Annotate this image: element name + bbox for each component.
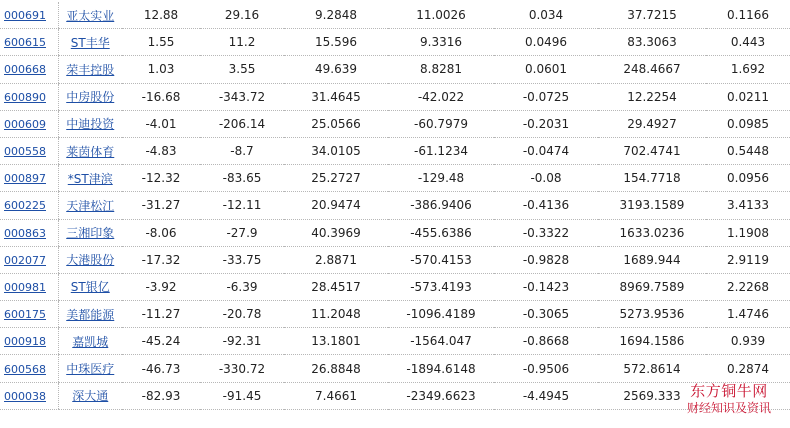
value-cell-col5: -0.2031 [494, 110, 598, 137]
stock-name-link[interactable]: 大港股份 [66, 253, 115, 268]
value-cell-col6: 29.4927 [598, 110, 706, 137]
stock-name-link[interactable]: ST丰华 [70, 35, 110, 50]
value-cell-col5: -0.9828 [494, 246, 598, 273]
stock-name-cell [58, 192, 122, 219]
value-cell-col7: 0.0956 [706, 165, 790, 192]
value-cell-col5: -0.9506 [494, 355, 598, 382]
stock-code-cell [0, 301, 58, 328]
stock-name-cell [58, 382, 122, 409]
value-cell-col2: -20.78 [200, 301, 284, 328]
stock-name-cell [58, 83, 122, 110]
stock-name-cell [58, 328, 122, 355]
table-row [0, 137, 790, 164]
value-cell-col7: 3.4133 [706, 192, 790, 219]
value-cell-col6: 572.8614 [598, 355, 706, 382]
stock-code-cell [0, 219, 58, 246]
table-row [0, 219, 790, 246]
value-cell-col1: 12.88 [122, 2, 200, 29]
table-row [0, 29, 790, 56]
table-row [0, 2, 790, 29]
value-cell-col7: 2.9119 [706, 246, 790, 273]
stock-name-cell [58, 301, 122, 328]
value-cell-col4: -129.48 [388, 165, 494, 192]
value-cell-col5: -0.3322 [494, 219, 598, 246]
value-cell-col2: -12.11 [200, 192, 284, 219]
stock-name-link[interactable]: 中迪投资 [66, 117, 115, 132]
value-cell-col3: 11.2048 [284, 301, 388, 328]
table-row [0, 246, 790, 273]
value-cell-col7: 0.0211 [706, 83, 790, 110]
table-row [0, 355, 790, 382]
stock-code-cell [0, 165, 58, 192]
value-cell-col7: 0.1166 [706, 2, 790, 29]
value-cell-col4: 9.3316 [388, 29, 494, 56]
stock-name-cell [58, 29, 122, 56]
value-cell-col4: 11.0026 [388, 2, 494, 29]
stock-name-link[interactable]: *ST津滨 [67, 171, 113, 186]
value-cell-col4: -1894.6148 [388, 355, 494, 382]
value-cell-col6: 8969.7589 [598, 273, 706, 300]
value-cell-col3: 25.2727 [284, 165, 388, 192]
stock-code-link[interactable]: 600225 [4, 199, 46, 213]
value-cell-col5: -0.0725 [494, 83, 598, 110]
stock-code-cell [0, 110, 58, 137]
stock-code-link[interactable]: 000668 [4, 63, 46, 77]
value-cell-col6: 83.3063 [598, 29, 706, 56]
stock-code-link[interactable]: 000558 [4, 145, 46, 159]
stock-name-link[interactable]: 亚太实业 [66, 8, 115, 23]
stock-code-link[interactable]: 000918 [4, 335, 46, 349]
value-cell-col6: 5273.9536 [598, 301, 706, 328]
value-cell-col2: -343.72 [200, 83, 284, 110]
value-cell-col4: -570.4153 [388, 246, 494, 273]
table-row [0, 110, 790, 137]
stock-name-link[interactable]: 美都能源 [66, 307, 115, 322]
stock-code-cell [0, 246, 58, 273]
stock-name-cell [58, 355, 122, 382]
value-cell-col1: -8.06 [122, 219, 200, 246]
stock-code-cell [0, 355, 58, 382]
value-cell-col2: 29.16 [200, 2, 284, 29]
value-cell-col7: 1.1908 [706, 219, 790, 246]
value-cell-col1: -82.93 [122, 382, 200, 409]
value-cell-col7: 0.0985 [706, 110, 790, 137]
value-cell-col2: -206.14 [200, 110, 284, 137]
table-row [0, 301, 790, 328]
stock-data-table [0, 2, 790, 410]
value-cell-col2: -33.75 [200, 246, 284, 273]
value-cell-col6: 12.2254 [598, 83, 706, 110]
value-cell-col3: 13.1801 [284, 328, 388, 355]
value-cell-col6: 1633.0236 [598, 219, 706, 246]
value-cell-col1: -16.68 [122, 83, 200, 110]
stock-name-cell [58, 273, 122, 300]
value-cell-col7: 0.939 [706, 328, 790, 355]
stock-code-cell [0, 83, 58, 110]
stock-code-cell [0, 56, 58, 83]
value-cell-col6: 702.4741 [598, 137, 706, 164]
table-body [0, 2, 790, 409]
stock-name-link[interactable]: 三湘印象 [66, 226, 115, 241]
table-row [0, 192, 790, 219]
stock-name-cell [58, 110, 122, 137]
watermark-tagline: 财经知识及资讯 [686, 401, 771, 415]
stock-name-link[interactable]: 深大通 [72, 389, 109, 404]
value-cell-col5: 0.034 [494, 2, 598, 29]
stock-name-link[interactable]: ST银亿 [70, 280, 110, 295]
value-cell-col3: 31.4645 [284, 83, 388, 110]
stock-code-cell [0, 137, 58, 164]
stock-name-link[interactable]: 中珠医疗 [66, 362, 115, 377]
value-cell-col4: -1564.047 [388, 328, 494, 355]
value-cell-col3: 20.9474 [284, 192, 388, 219]
value-cell-col2: -330.72 [200, 355, 284, 382]
value-cell-col6: 2569.333 [598, 382, 706, 409]
table-row [0, 328, 790, 355]
stock-name-link[interactable]: 嘉凯城 [72, 334, 109, 349]
value-cell-col3: 15.596 [284, 29, 388, 56]
table-row [0, 56, 790, 83]
value-cell-col6: 3193.1589 [598, 192, 706, 219]
value-cell-col3: 49.639 [284, 56, 388, 83]
value-cell-col4: -60.7979 [388, 110, 494, 137]
value-cell-col5: -0.8668 [494, 328, 598, 355]
stock-name-cell [58, 219, 122, 246]
value-cell-col7: 0.443 [706, 29, 790, 56]
stock-code-link[interactable]: 600568 [4, 362, 46, 376]
value-cell-col6: 1689.944 [598, 246, 706, 273]
value-cell-col5: -0.3065 [494, 301, 598, 328]
value-cell-col1: -17.32 [122, 246, 200, 273]
site-watermark [669, 384, 789, 414]
stock-name-link[interactable]: 荣丰控股 [66, 62, 115, 77]
value-cell-col3: 26.8848 [284, 355, 388, 382]
value-cell-col4: -386.9406 [388, 192, 494, 219]
value-cell-col2: 3.55 [200, 56, 284, 83]
value-cell-col4: -1096.4189 [388, 301, 494, 328]
stock-code-link[interactable]: 600175 [4, 308, 46, 322]
stock-code-link[interactable]: 000691 [4, 9, 46, 23]
value-cell-col5: -0.4136 [494, 192, 598, 219]
stock-code-cell [0, 328, 58, 355]
stock-code-cell [0, 2, 58, 29]
value-cell-col6: 248.4667 [598, 56, 706, 83]
value-cell-col5: -0.08 [494, 165, 598, 192]
stock-code-cell [0, 382, 58, 409]
stock-code-link[interactable]: 600890 [4, 90, 46, 104]
stock-code-link[interactable]: 600615 [4, 36, 46, 50]
value-cell-col6: 154.7718 [598, 165, 706, 192]
value-cell-col5: -0.1423 [494, 273, 598, 300]
stock-code-link[interactable]: 000863 [4, 226, 46, 240]
value-cell-col4: -42.022 [388, 83, 494, 110]
table-row [0, 165, 790, 192]
value-cell-col7: 0.5448 [706, 137, 790, 164]
stock-name-cell [58, 137, 122, 164]
stock-code-cell [0, 192, 58, 219]
value-cell-col4: 8.8281 [388, 56, 494, 83]
value-cell-col1: -46.73 [122, 355, 200, 382]
value-cell-col1: 1.55 [122, 29, 200, 56]
stock-code-link[interactable]: 002077 [4, 253, 46, 267]
value-cell-col2: -8.7 [200, 137, 284, 164]
value-cell-col7: 1.692 [706, 56, 790, 83]
value-cell-col6: 1694.1586 [598, 328, 706, 355]
value-cell-col7: 0.2874 [706, 355, 790, 382]
stock-code-link[interactable]: 000981 [4, 280, 46, 294]
value-cell-col3: 25.0566 [284, 110, 388, 137]
value-cell-col2: -91.45 [200, 382, 284, 409]
value-cell-col3: 7.4661 [284, 382, 388, 409]
stock-name-link[interactable]: 中房股份 [66, 90, 115, 105]
value-cell-col2: -92.31 [200, 328, 284, 355]
value-cell-col4: -455.6386 [388, 219, 494, 246]
table-row [0, 83, 790, 110]
watermark-site-name: 东方铜牛网 [690, 382, 768, 400]
stock-name-cell [58, 246, 122, 273]
value-cell-col1: -31.27 [122, 192, 200, 219]
stock-code-link[interactable]: 000038 [4, 389, 46, 403]
value-cell-col7: 1.4746 [706, 301, 790, 328]
stock-name-cell [58, 165, 122, 192]
stock-code-cell [0, 273, 58, 300]
value-cell-col4: -61.1234 [388, 137, 494, 164]
value-cell-col2: -27.9 [200, 219, 284, 246]
value-cell-col1: 1.03 [122, 56, 200, 83]
value-cell-col3: 2.8871 [284, 246, 388, 273]
value-cell-col2: -6.39 [200, 273, 284, 300]
value-cell-col3: 28.4517 [284, 273, 388, 300]
value-cell-col5: 0.0496 [494, 29, 598, 56]
stock-code-cell [0, 29, 58, 56]
value-cell-col5: 0.0601 [494, 56, 598, 83]
stock-code-link[interactable]: 000897 [4, 172, 46, 186]
stock-name-cell [58, 2, 122, 29]
stock-name-cell [58, 56, 122, 83]
stock-name-link[interactable]: 莱茵体育 [66, 144, 115, 159]
value-cell-col4: -2349.6623 [388, 382, 494, 409]
value-cell-col1: -45.24 [122, 328, 200, 355]
value-cell-col2: 11.2 [200, 29, 284, 56]
value-cell-col1: -4.01 [122, 110, 200, 137]
value-cell-col1: -3.92 [122, 273, 200, 300]
stock-name-link[interactable]: 天津松江 [66, 198, 115, 213]
value-cell-col6: 37.7215 [598, 2, 706, 29]
value-cell-col5: -0.0474 [494, 137, 598, 164]
value-cell-col2: -83.65 [200, 165, 284, 192]
value-cell-col3: 40.3969 [284, 219, 388, 246]
value-cell-col1: -11.27 [122, 301, 200, 328]
value-cell-col3: 34.0105 [284, 137, 388, 164]
value-cell-col7: 2.2268 [706, 273, 790, 300]
value-cell-col1: -12.32 [122, 165, 200, 192]
value-cell-col3: 9.2848 [284, 2, 388, 29]
value-cell-col5: -4.4945 [494, 382, 598, 409]
value-cell-col4: -573.4193 [388, 273, 494, 300]
value-cell-col1: -4.83 [122, 137, 200, 164]
stock-code-link[interactable]: 000609 [4, 117, 46, 131]
table-row [0, 273, 790, 300]
